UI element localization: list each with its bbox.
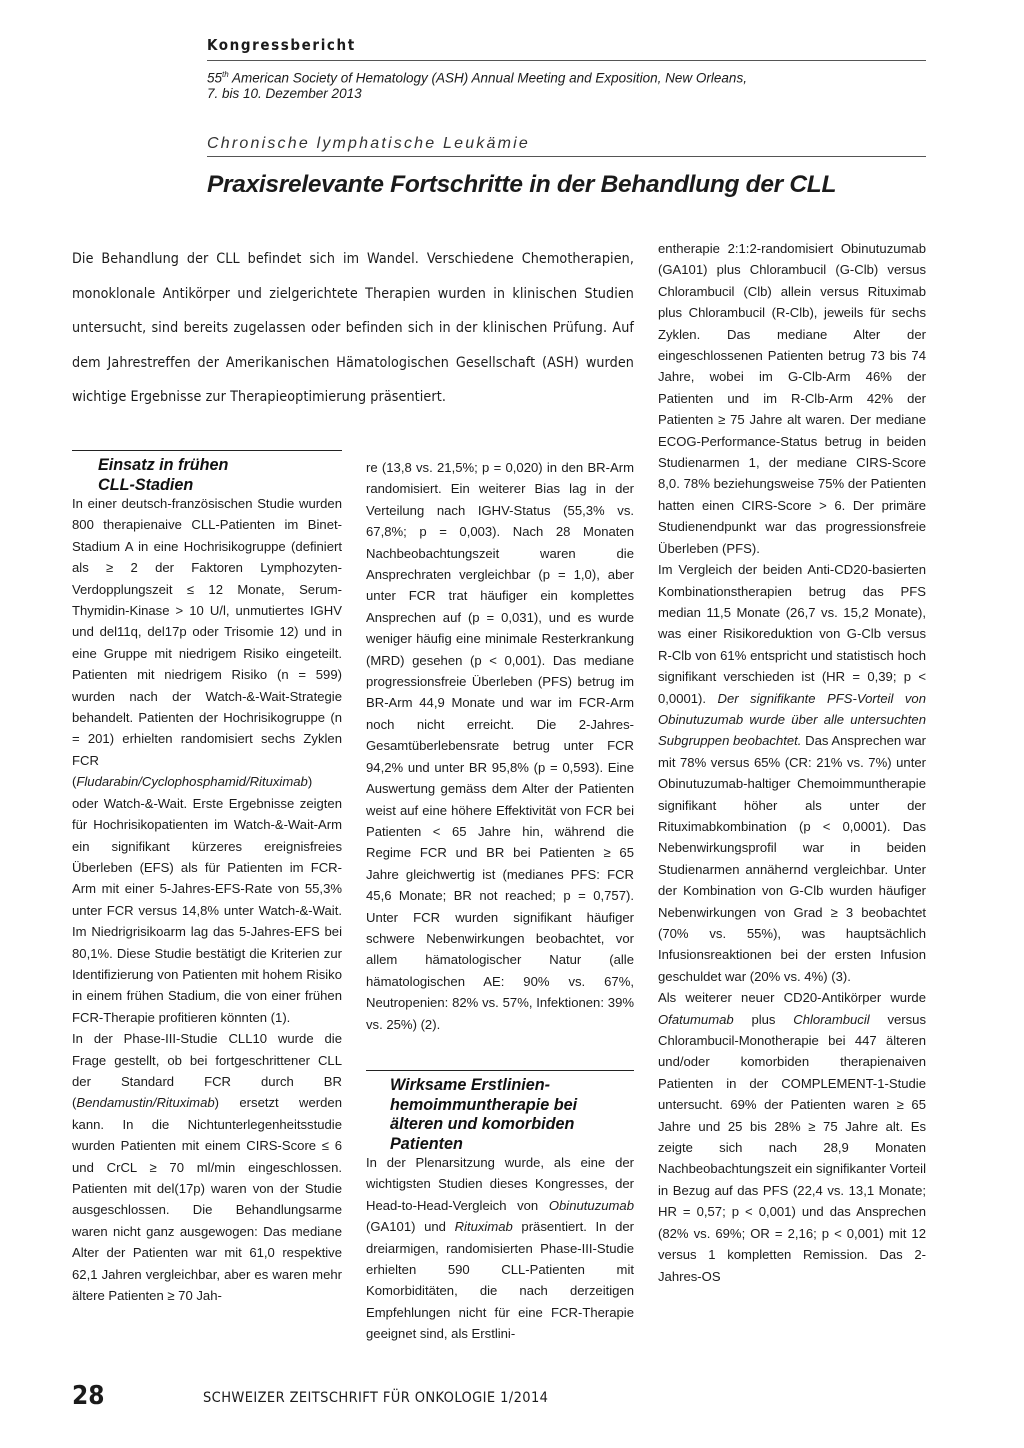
kicker-label: Kongressbericht (207, 36, 356, 54)
journal-name: SCHWEIZER ZEITSCHRIFT FÜR ONKOLOGIE 1/2014 (203, 1390, 549, 1406)
page-number: 28 (72, 1381, 105, 1411)
col2-heading-line: hemoimmuntherapie bei (390, 1095, 578, 1114)
article-title: Praxisrelevante Fortschritte in der Behandlung der CLL (207, 171, 837, 198)
col2-heading-line: Wirksame Erstlinien- (390, 1076, 550, 1094)
lead-paragraph: Die Behandlung der CLL befindet sich im Wandel. Verschiedene Chemotherapien, monoklonale Antikörper und zielgerichtete Therapien wurden in klinischen Studien untersucht, sind bereits zugelassen oder befinden sich in der klinischen Prüfung. Auf dem Jahrestreffen der Amerikanischen Hämatologischen Gesellschaft (ASH) wurden wichtige Ergebnisse zur Therapieoptimierung präsentiert. (72, 251, 634, 405)
column-2 (366, 457, 634, 1035)
col3-paragraph: Als weiterer neuer CD20-Antikörper wurde Ofatumumab plus Chlorambucil versus Chlorambucil-Monotherapie bei 447 älteren und/oder komorbiden therapienaiven Patienten in der COMPLEMENT-1-Studie untersucht. 69% der Patienten waren ≥ 65 Jahre und 25 bis 28% ≥ 75 Jahre alt. Es zeigte sich nach 28,9 Monaten Nachbeobachtungszeit ein signifikanter Vorteil in Bezug auf das PFS (22,4 vs. 13,1 Monate; HR = 0,57; p < 0,001) und das Ansprechen (82% vs. 69%; OR = 2,16; p < 0,001) mit 12 versus 1 kompletten Remission. Das 2-Jahres-OS (658, 990, 927, 1284)
conference-ordinal-suffix: th (222, 70, 229, 79)
conference-line (207, 67, 927, 102)
col2-paragraph: In der Plenarsitzung wurde, als eine der wichtigsten Studien dieses Kongresses, der Head-to-Head-Vergleich von Obinutuzumab (GA101) und Rituximab präsentiert. In der dreiarmigen, randomisierten Phase-III-Studie erhielten 590 CLL-Patienten mit Komorbiditäten, die nach derzeitigen Empfehlungen nicht für eine FCR-Therapie geeignet sind, als Erstlini- (366, 1155, 634, 1342)
section-rule (207, 156, 926, 157)
column-3 (658, 238, 926, 1287)
col1-heading-line: CLL-Stadien (98, 475, 194, 494)
col2-heading-rule (366, 1070, 634, 1071)
header-rule (207, 60, 926, 61)
conference-ordinal: 55 (207, 70, 223, 86)
col2-heading (366, 1076, 634, 1154)
col3-paragraph: entherapie 2:1:2-randomisiert Obinutuzumab (GA101) plus Chlorambucil (G-Clb) versus Chlorambucil (Clb) allein versus Rituximab plus Chlorambucil (R-Clb), jeweils für sechs Zyklen. Das mediane Alter der eingeschlossenen Patienten betrug 73 bis 74 Jahre, wobei im G-Clb-Arm 46% der Patienten und im R-Clb-Arm 42% der Patienten ≥ 75 Jahre alt waren. Der mediane ECOG-Performance-Status betrug in beiden Studienarmen 1, der mediane CIRS-Score 8,0. 78% beziehungsweise 75% der Patienten hatten einen CIRS-Score > 6. Der primäre Studienendpunkt war das progressionsfreie Überleben (PFS). (658, 241, 926, 556)
conference-name: American Society of Hematology (ASH) Annual Meeting and Exposition, New Orleans, (228, 70, 747, 86)
col1-heading-line: Einsatz in frühen (98, 456, 229, 474)
col3-paragraph: Im Vergleich der beiden Anti-CD20-basierten Kombinationstherapien betrug das PFS median 11,5 Monate (26,7 vs. 15,2 Monate), was einer Risikoreduktion von G-Clb versus R-Clb von 61% entspricht und statistisch hoch signifikant verschieden ist (HR = 0,39; p < 0,0001). Der signifikante PFS-Vorteil von Obinutuzumab wurde über alle untersuchten Subgruppen beobachtet. Das Ansprechen war mit 78% versus 65% (CR: 21% vs. 7%) unter Obinutuzumab-haltiger Chemoimmuntherapie signifikant höher als unter der Rituximabkombination (p < 0,0001). Das Nebenwirkungsprofil war in beiden Studienarmen annähernd vergleichbar. Unter der Kombination von G-Clb wurden häufiger Nebenwirkungen von Grad ≥ 3 beobachtet (70% vs. 55%), was hauptsächlich Infusionsreaktionen bei der ersten Infusion geschuldet war (20% vs. 4%) (3). (658, 562, 926, 984)
conference-dates: 7. bis 10. Dezember 2013 (207, 86, 362, 101)
section-label: Chronische lymphatische Leukämie (207, 135, 530, 152)
column-2-lower (366, 1076, 634, 1345)
col1-heading-rule (72, 450, 342, 451)
col1-paragraph: In einer deutsch-französischen Studie wurden 800 therapienaive CLL-Patienten im Binet-Stadium A in eine Hochrisikogruppe (definiert als ≥ 2 der Faktoren Lymphozyten-Verdopplungszeit ≤ 12 Monate, Serum-Thymidin-Kinase > 10 U/l, unmutiertes IGHV und del11q, del17p oder Trisomie 12) und in eine Gruppe mit niedrigem Risiko eingeteilt. Patienten mit niedrigem Risiko (n = 599) wurden nach der Watch-&-Wait-Strategie behandelt. Patienten der Hochrisikogruppe (n = 201) erhielten randomisiert sechs Zyklen FCR (Fludarabin/Cyclophosphamid/Rituximab) oder Watch-&-Wait. Erste Ergebnisse zeigten für Hochrisikopatienten im Watch-&-Wait-Arm ein signifikant kürzeres ereignisfreies Überleben (EFS) als für Patienten im FCR-Arm mit einer 5-Jahres-EFS-Rate von 55,3% unter FCR versus 14,8% unter Watch-&-Wait. Im Niedrigrisikoarm lag das 5-Jahres-EFS bei 80,1%. Diese Studie bestätigt die Kriterien zur Identifizierung von Patienten mit hohem Risiko in einem frühen Stadium, die von einer frühen FCR-Therapie profitieren könnten (1). (72, 496, 342, 1025)
col1-paragraph: In der Phase-III-Studie CLL10 wurde die Frage gestellt, ob bei fortgeschrittener CLL der Standard FCR durch BR (Bendamustin/Rituximab) ersetzt werden kann. In die Nichtunterlegenheitsstudie wurden Patienten mit einem CIRS-Score ≤ 6 und CrCL ≥ 70 ml/min eingeschlossen. Patienten mit del(17p) waren von der Studie ausgeschlossen. Die Behandlungsarme waren nicht ganz ausgewogen: Das mediane Alter der Patienten war mit 61,0 respektive 62,1 Jahren vergleichbar, aber es waren mehr ältere Patienten ≥ 70 Jah- (72, 1031, 342, 1304)
column-1 (72, 456, 342, 1306)
col2-paragraph: re (13,8 vs. 21,5%; p = 0,020) in den BR-Arm randomisiert. Ein weiterer Bias lag in der Verteilung nach IGHV-Status (55,3% vs. 67,8%; p = 0,003). Nach 28 Monaten Nachbeobachtungszeit waren die Ansprechraten vergleichbar (p = 1,0), aber unter FCR trat häufiger ein komplettes Ansprechen auf (p = 0,031), und es wurde weniger häufig eine minimale Resterkrankung (MRD) gesehen (p < 0,001). Das mediane progressionsfreie Überleben (PFS) betrug im BR-Arm 44,9 Monate und war im FCR-Arm noch nicht erreicht. Die 2-Jahres-Gesamtüberlebensrate betrug unter FCR 94,2% und unter BR 95,8% (p = 0,593). Eine Auswertung gemäss dem Alter der Patienten weist auf eine höhere Effektivität von FCR bei Patienten < 65 Jahre hin, während die Regime FCR und BR bei Patienten ≥ 65 Jahre gleichwertig ist (medianes PFS: FCR 45,6 Monate; BR not reached; p = 0,757). Unter FCR wurden signifikant häufiger schwere Nebenwirkungen beobachtet, vor allem hämatologischer Natur (alle hämatologischen AE: 90% vs. 67%, Neutropenien: 82% vs. 57%, Infektionen: 39% vs. 25%) (2). (366, 460, 634, 1032)
col2-heading-line: Patienten (390, 1134, 463, 1153)
col1-heading (72, 456, 342, 495)
col2-heading-line: älteren und komorbiden (390, 1115, 575, 1133)
